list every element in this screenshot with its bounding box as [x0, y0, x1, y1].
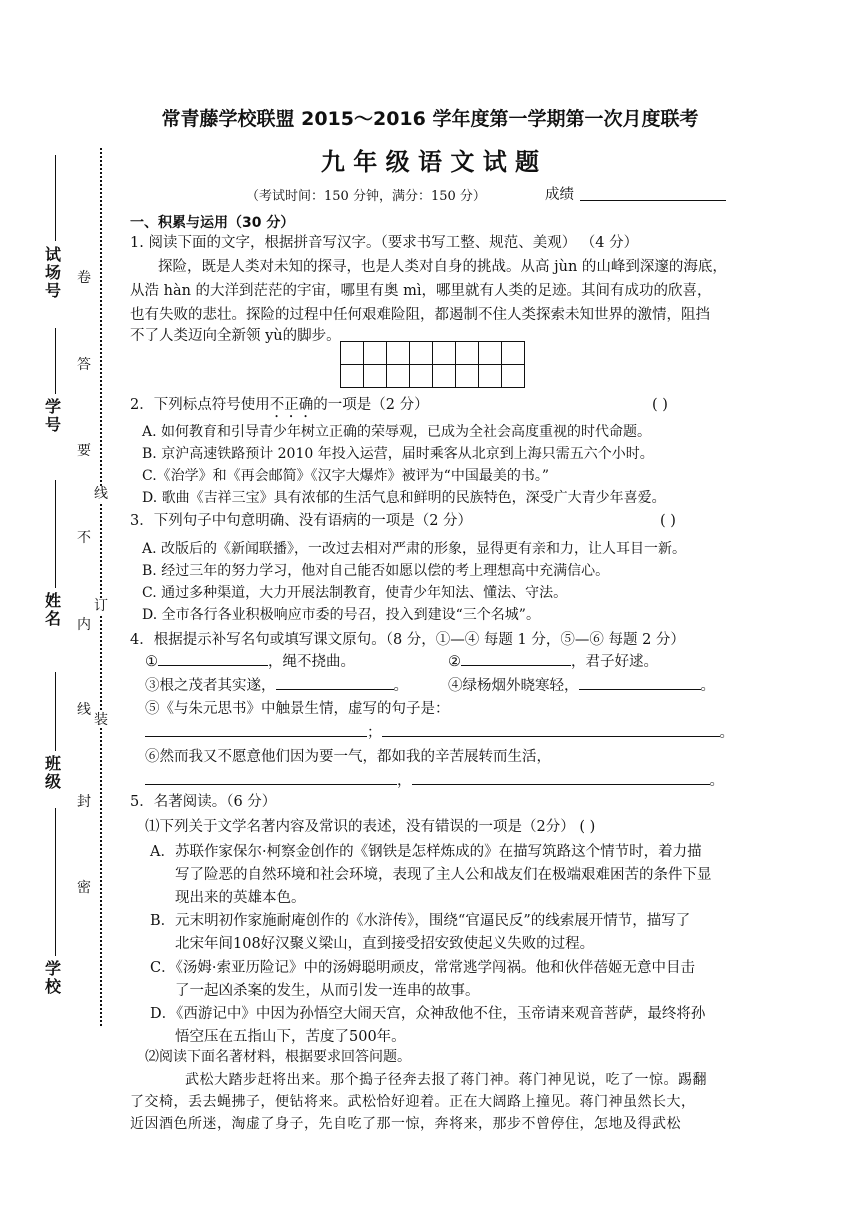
q3-option-b: B. 经过三年的努力学习，他对自己能否如愿以偿的考上理想高中充满信心。: [142, 563, 610, 579]
q5-option-c-line2: 了一起凶杀案的发生，从而引发一连串的故事。: [175, 983, 480, 999]
q1-answer-grid[interactable]: [340, 341, 525, 388]
binding-dotted-line: [100, 148, 102, 1026]
student-id-blank[interactable]: [55, 328, 56, 394]
seal-char-bu: 不: [77, 530, 91, 546]
seal-char-nei: 内: [77, 617, 91, 633]
q4-item5-answer: ； 。: [145, 722, 734, 745]
seal-char-juan: 卷: [77, 270, 91, 286]
q1-line2: 从浩 hàn 的大洋到茫茫的宇宙，哪里有奥 mì，哪里就有人类的足迹。其间有成功的欣喜，: [130, 283, 712, 299]
q5-option-d-line2: 悟空压在五指山下，苦度了500年。: [175, 1029, 406, 1045]
score-blank[interactable]: [580, 200, 726, 201]
passage-line3: 近因酒色所迷，淘虚了身子，先自吃了那一惊，奔将来，那步不曾停住，怎地及得武松: [130, 1116, 681, 1132]
q2-prompt: 2．下列标点符号使用不正确的一项是（2 分）: [130, 397, 429, 413]
q4-prompt: 4．根据提示补写名句或填写课文原句。（8 分，①—④ 每题 1 分，⑤—⑥ 每题 2 分）: [130, 632, 685, 648]
q4-item5-blank-2[interactable]: [382, 722, 720, 737]
q5-sub2: ⑵阅读下面名著材料，根据要求回答问题。: [145, 1049, 411, 1065]
student-id-label: 学号: [44, 397, 61, 434]
q2-option-d: D. 歌曲《吉祥三宝》具有浓郁的生活气息和鲜明的民族特色，深受广大青少年喜爱。: [142, 490, 666, 506]
school-blank[interactable]: [55, 808, 56, 956]
q4-item5: ⑤《与朱元思书》中触景生情，虚写的句子是：: [145, 701, 450, 717]
score-label: 成绩: [545, 187, 574, 203]
q4-item1: ① ，绳不挠曲。: [145, 651, 355, 674]
class-label: 班级: [44, 754, 61, 791]
school-title: 常青藤学校联盟 2015～2016 学年度第一学期第一次月度联考: [161, 108, 699, 130]
binding-char-xian: 线: [94, 486, 108, 502]
seal-char-feng: 封: [77, 794, 91, 810]
class-blank[interactable]: [55, 672, 56, 751]
exam-info: （考试时间：150 分钟，满分：150 分）: [246, 189, 486, 204]
q1-line3: 也有失败的悲壮。探险的过程中任何艰难险阻，都遏制不住人类探索未知世界的激情，阻挡: [130, 307, 710, 323]
q5-sub1: ⑴下列关于文学名著内容及常识的表述，没有错误的一项是（2分） ( ): [145, 819, 596, 835]
q3-option-d: D. 全市各行各业积极响应市委的号召，投入到建设“三个名城”。: [142, 607, 540, 623]
q5-option-b-line2: 北宋年间108好汉聚义梁山，直到接受招安致使起义失败的过程。: [175, 936, 595, 952]
exam-room-label: 试场号: [44, 245, 61, 300]
q4-item1-blank[interactable]: [158, 651, 268, 666]
q3-prompt: 3．下列句子中句意明确、没有语病的一项是（2 分）: [130, 513, 473, 529]
seal-char-mi: 密: [77, 880, 91, 896]
q4-item3: ③根之茂者其实遂， 。: [145, 675, 408, 698]
q4-item4: ④绿杨烟外晓寒轻， 。: [448, 675, 715, 698]
passage-line2: 了交椅，丢去蝇拂子，便钻将来。武松恰好迎着。正在大阔路上撞见。蒋门神虽然长大，: [130, 1094, 696, 1110]
q4-item6-blank-1[interactable]: [145, 770, 397, 785]
q2-option-c: C.《治学》和《再会邮简》《汉字大爆炸》被评为“中国最美的书。”: [142, 468, 549, 484]
name-label: 姓名: [44, 591, 61, 628]
seal-char-yao: 要: [77, 443, 91, 459]
q5-option-a-line1: A．苏联作家保尔·柯察金创作的《钢铁是怎样炼成的》在描写筑路这个情节时，着力描: [150, 844, 702, 860]
q5-option-b-line1: B．元末明初作家施耐庵创作的《水浒传》，围绕“官逼民反”的线索展开情节，描写了: [150, 913, 691, 929]
q5-option-a-line2: 写了险恶的自然环境和社会环境，表现了主人公和战友们在极端艰难困苦的条件下显: [175, 867, 712, 883]
q3-option-a: A. 改版后的《新闻联播》，一改过去相对严肃的形象，显得更有亲和力，让人耳目一新。: [142, 541, 687, 557]
q3-option-c: C. 通过多种渠道，大力开展法制教育，使青少年知法、懂法、守法。: [142, 585, 568, 601]
q4-item6-blank-2[interactable]: [412, 770, 710, 785]
exam-title: 九 年 级 语 文 试 题: [320, 148, 540, 176]
q4-item3-blank[interactable]: [276, 675, 394, 690]
q1-line1: 探险，既是人类对未知的探寻，也是人类对自身的挑战。从高 jùn 的山峰到深邃的海底，: [158, 259, 727, 275]
q2-option-a: A. 如何教育和引导青少年树立正确的荣辱观，已成为全社会高度重视的时代命题。: [142, 424, 652, 440]
q1-prompt: 1. 阅读下面的文字，根据拼音写汉字。（要求书写工整、规范、美观） （4 分）: [130, 235, 639, 251]
q5-option-d-line1: D．《西游记中》中因为孙悟空大闹天宫，众神敌他不住，玉帝请来观音菩萨，最终将孙: [150, 1006, 706, 1022]
q4-item2: ② ，君子好逑。: [448, 651, 658, 674]
q2-option-b: B. 京沪高速铁路预计 2010 年投入运营，届时乘客从北京到上海只需五六个小时。: [142, 446, 654, 462]
q4-item6: ⑥然而我又不愿意他们因为要一气，都如我的辛苦展转而生活，: [145, 749, 551, 765]
binding-char-ding: 订: [94, 598, 108, 614]
q4-item6-answer: ， 。: [145, 770, 724, 793]
school-label: 学校: [44, 959, 61, 996]
q2-answer-paren[interactable]: ( ): [652, 397, 668, 413]
q4-item2-blank[interactable]: [461, 651, 571, 666]
seal-char-xian: 线: [77, 702, 91, 718]
q4-item4-blank[interactable]: [579, 675, 701, 690]
q5-option-a-line3: 现出来的英雄本色。: [175, 890, 306, 906]
passage-line1: 武松大踏步赶将出来。那个搗子径奔去报了蒋门神。蒋门神见说，吃了一惊。踢翻: [185, 1072, 707, 1088]
q3-answer-paren[interactable]: ( ): [660, 513, 676, 529]
q4-item5-blank-1[interactable]: [145, 722, 367, 737]
name-blank[interactable]: [55, 480, 56, 588]
binding-char-zhuang: 装: [94, 712, 108, 728]
q5-option-c-line1: C．《汤姆·索亚历险记》中的汤姆聪明顽皮，常常逃学闯祸。他和伙伴蓓姬无意中目击: [150, 960, 695, 976]
section1-heading: 一、积累与运用（30 分）: [130, 215, 295, 231]
seal-char-da: 答: [77, 357, 91, 373]
q5-prompt: 5．名著阅读。（6 分）: [130, 794, 277, 810]
q2-emphasis: 不正确: [269, 397, 314, 413]
q1-line4: 不了人类迈向全新领 yù的脚步。: [130, 328, 341, 344]
exam-room-blank[interactable]: [55, 155, 56, 241]
